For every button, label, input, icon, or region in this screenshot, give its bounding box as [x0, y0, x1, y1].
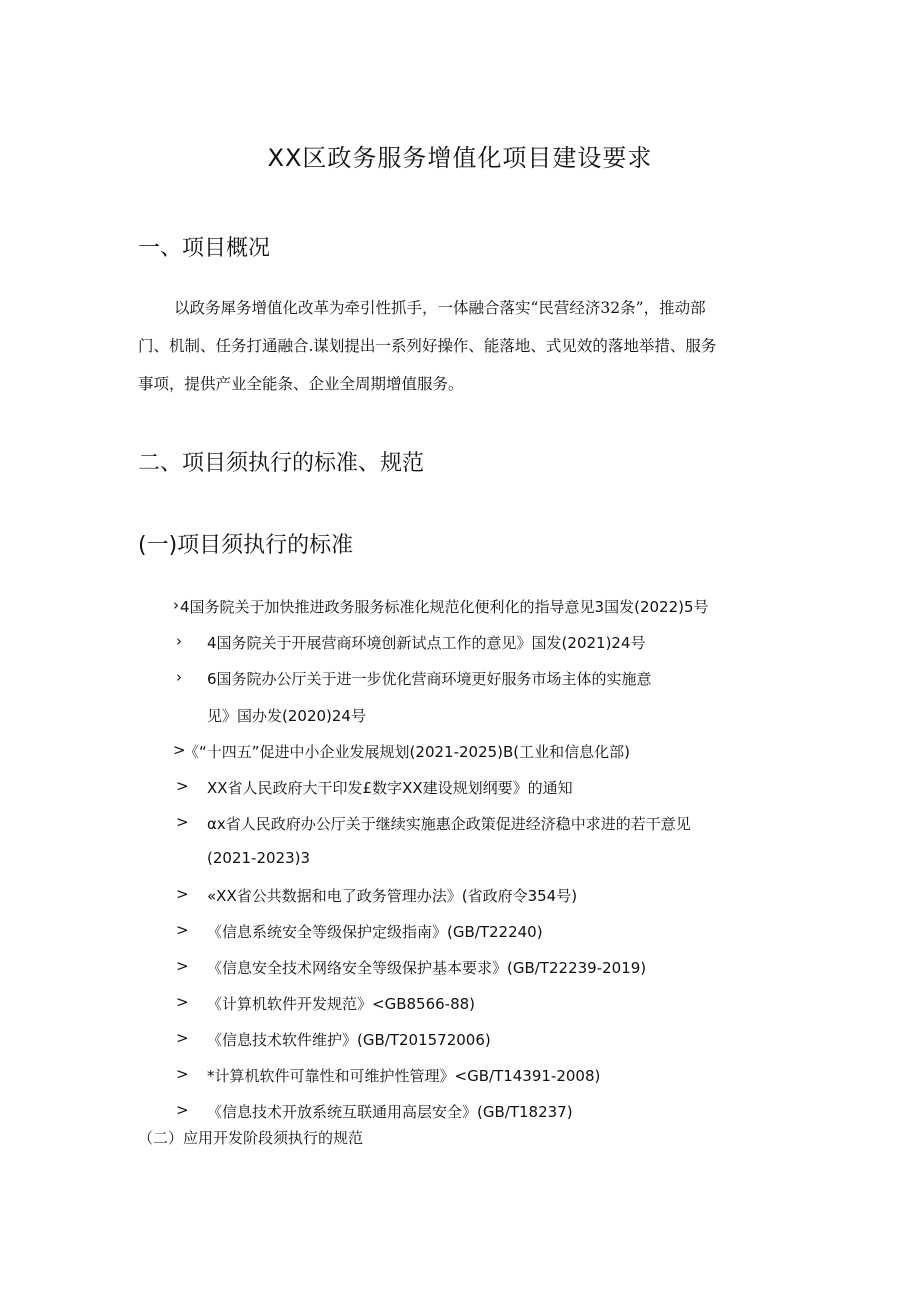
list-item-continuation: 见》国办发(2020)24号	[207, 707, 366, 725]
list-item: 4国务院关于开展营商环境创新试点工作的意见》国发(2021)24号	[207, 634, 646, 652]
list-item: 4国务院关于加快推进政务服务标准化规范化便利化的指导意见3国发(2022)5号	[180, 598, 709, 616]
list-item-continuation: (2021-2023)3	[207, 849, 311, 867]
overview-line-3: 事项，提供产业全能条、企业全周期增值服务。	[138, 375, 464, 393]
list-item: 《“十四五”促进中小企业发展规划(2021-2025)B(工业和信息化部)	[184, 743, 631, 761]
list-item: 《信息系统安全等级保护定级指南》(GB/T22240)	[207, 923, 543, 941]
list-bullet: ›	[173, 596, 179, 614]
list-bullet: >	[176, 1065, 189, 1083]
list-item: «XX省公共数据和电了政务管理办法》(省政府令354号)	[207, 887, 578, 905]
subsection-heading-standards: (一)项目须执行的标准	[138, 533, 354, 558]
subsection-heading-specifications: （二）应用开发阶段须执行的规范	[138, 1129, 364, 1147]
list-bullet: >	[176, 777, 189, 795]
list-item: 《信息技术开放系统互联通用高层安全》(GB/T18237)	[207, 1103, 573, 1121]
section-heading-overview: 一、项目概况	[138, 236, 271, 261]
list-item: XX省人民政府大干印发£数字XX建设规划纲要》的通知	[207, 779, 573, 797]
overview-line-2: 门、机制、任务打通融合.谋划提出一系列好操作、能落地、式见效的落地举措、服务	[138, 337, 717, 355]
list-bullet: >	[176, 1101, 189, 1119]
overview-line-1: 以政务犀务增值化改革为牵引性抓手，一体融合落实“民营经济32条”，推动部	[174, 299, 706, 317]
document-title: XX区政务服务增值化项目建设要求	[267, 144, 653, 172]
list-bullet: >	[173, 741, 186, 759]
list-bullet: ›	[176, 668, 182, 686]
list-item: 《信息技术软件维护》(GB/T201572006)	[207, 1031, 491, 1049]
list-item: 《计算机软件开发规范》<GB8566-88)	[207, 995, 476, 1013]
list-bullet: >	[176, 921, 189, 939]
list-bullet: >	[176, 813, 189, 831]
list-item: 6国务院办公厅关于进一步优化营商环境更好服务市场主体的实施意	[207, 670, 652, 688]
section-heading-standards: 二、项目须执行的标准、规范	[138, 451, 425, 476]
list-bullet: >	[176, 993, 189, 1011]
list-bullet: >	[176, 957, 189, 975]
list-bullet: >	[176, 885, 189, 903]
list-item: 《信息安全技术网络安全等级保护基本要求》(GB/T22239-2019)	[207, 959, 647, 977]
list-item: αx省人民政府办公厅关于继续实施惠企政策促进经济稳中求进的若干意见	[207, 815, 691, 833]
list-bullet: >	[176, 1029, 189, 1047]
list-item: *计算机软件可靠性和可维护性管理》<GB/T14391-2008)	[207, 1067, 601, 1085]
list-bullet: ›	[176, 632, 182, 650]
